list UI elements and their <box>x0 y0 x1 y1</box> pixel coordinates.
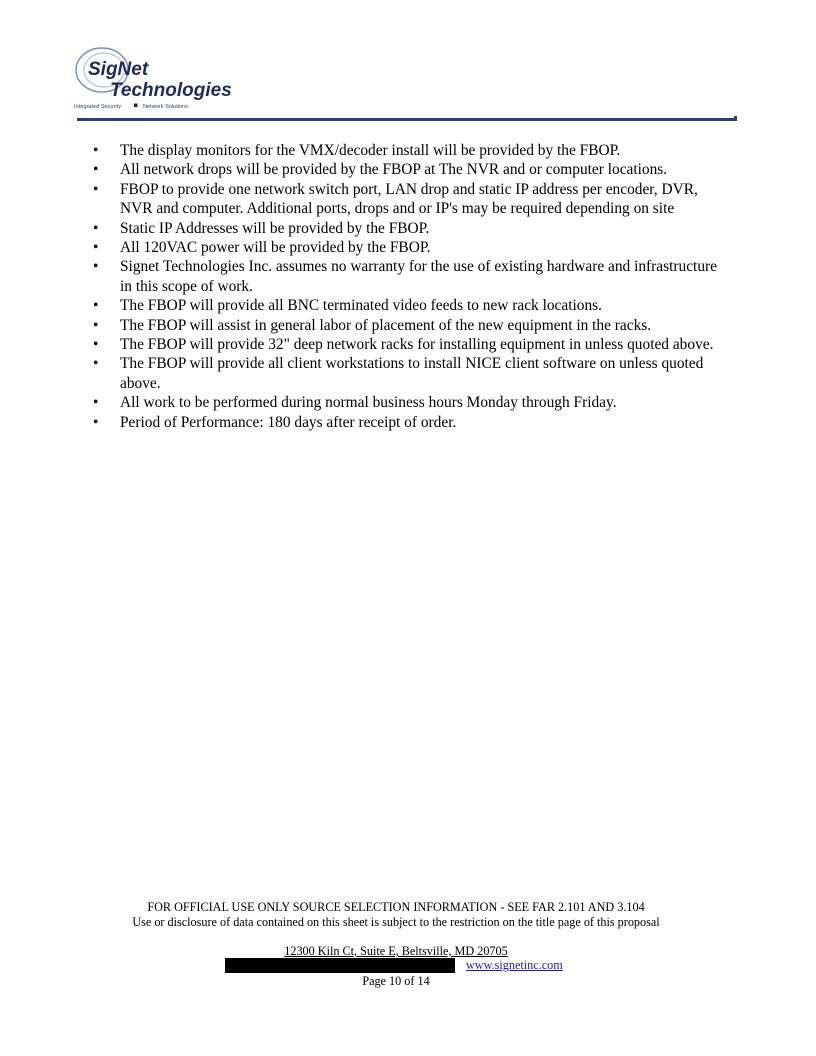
list-item <box>0 160 720 179</box>
logo-line2: Technologies <box>110 80 232 101</box>
bullet-icon: • <box>93 297 99 315</box>
header-divider <box>77 118 737 121</box>
list-item <box>0 219 720 238</box>
logo-line1: SigNet <box>88 59 149 80</box>
page-number: Page 10 of 14 <box>362 974 430 988</box>
logo-tagline-right: Network Solutions <box>143 104 189 110</box>
bullet-icon: • <box>93 180 99 198</box>
company-logo <box>70 42 240 112</box>
list-item-text: The display monitors for the VMX/decoder install will be provided by the FBOP. <box>120 142 621 159</box>
list-item <box>0 354 720 393</box>
bullet-icon: • <box>93 258 99 276</box>
list-item <box>0 141 720 160</box>
bullet-icon: • <box>93 161 99 179</box>
list-item <box>0 257 720 296</box>
bullet-icon: • <box>93 413 99 431</box>
bullet-icon: • <box>93 336 99 354</box>
signet-logo-icon <box>70 42 240 112</box>
list-item-text: FBOP to provide one network switch port, LAN drop and static IP address per encoder, DVR, NVR and computer. Additional ports, drops and or IP's may be required depending on site <box>120 180 698 218</box>
footer-notice: FOR OFFICIAL USE ONLY SOURCE SELECTION INFORMATION - SEE FAR 2.101 AND 3.104 <box>147 900 645 914</box>
footer-address: 12300 Kiln Ct, Suite E, Beltsville, MD 20705 <box>284 944 508 958</box>
list-item-text: All work to be performed during normal business hours Monday through Friday. <box>120 394 617 412</box>
list-item-text: All network drops will be provided by the FBOP at The NVR and or computer locations. <box>120 161 668 179</box>
logo-tagline-left: Integrated Security <box>74 104 121 110</box>
list-item-text: All 120VAC power will be provided by the FBOP. <box>120 239 431 257</box>
list-item <box>0 393 720 412</box>
bullet-icon: • <box>93 142 99 159</box>
list-item <box>0 335 720 354</box>
list-item <box>0 296 720 315</box>
list-item <box>0 316 720 335</box>
list-item-text: Period of Performance: 180 days after receipt of order. <box>120 413 457 431</box>
bullet-icon: • <box>93 355 99 373</box>
list-item-text: Static IP Addresses will be provided by the FBOP. <box>120 219 430 237</box>
list-item <box>0 413 720 432</box>
list-item-text: The FBOP will provide all client workstations to install NICE client software on unless quoted above. <box>120 355 704 392</box>
list-item <box>0 180 720 219</box>
header-divider-end <box>734 116 737 121</box>
bullet-icon: • <box>93 394 99 412</box>
list-item <box>0 238 720 257</box>
website-link[interactable]: www.signetinc.com <box>466 958 563 972</box>
footer-address-line <box>0 944 792 959</box>
redaction-bar <box>225 958 455 973</box>
list-item-text: The FBOP will provide 32" deep network racks for installing equipment in unless quoted above. <box>120 336 714 354</box>
bullet-icon: • <box>93 316 99 334</box>
bullet-icon: • <box>93 219 99 237</box>
bullet-icon: • <box>93 239 99 257</box>
list-item-text: Signet Technologies Inc. assumes no warranty for the use of existing hardware and infrastructure in this scope of work. <box>120 258 717 295</box>
footer-disclosure: Use or disclosure of data contained on this sheet is subject to the restriction on the title page of this proposal <box>132 915 660 929</box>
scope-bullet-list <box>0 141 720 432</box>
list-item-text: The FBOP will assist in general labor of placement of the new equipment in the racks. <box>120 316 652 334</box>
list-item-text: The FBOP will provide all BNC terminated video feeds to new rack locations. <box>120 297 602 315</box>
